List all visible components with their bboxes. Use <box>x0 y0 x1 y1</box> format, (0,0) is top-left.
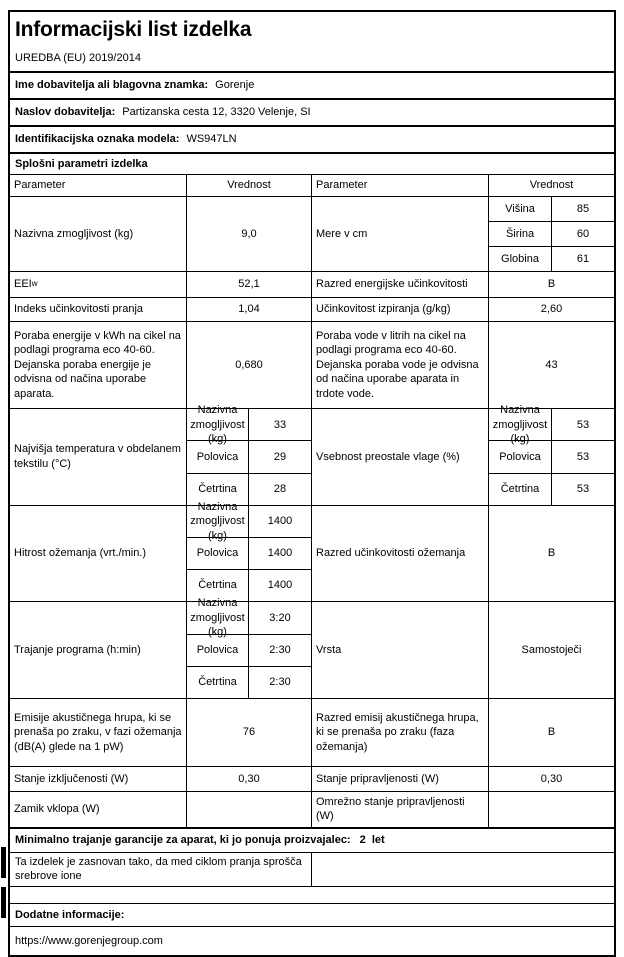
table-row <box>10 792 614 829</box>
silver-ions-row <box>10 853 614 887</box>
sub-row-label: Četrtina <box>489 474 552 505</box>
sub-row-value: 1400 <box>267 515 293 528</box>
table-row <box>10 272 614 298</box>
parameter-value: B <box>547 726 556 739</box>
parameter-value: 1,04 <box>238 303 260 316</box>
scan-artifact-mark <box>1 887 6 918</box>
parameter-value: 0,30 <box>540 772 563 785</box>
supplier-address-row <box>10 100 614 127</box>
sub-row-label: Nazivna zmogljivost (kg) <box>489 409 552 440</box>
sub-row <box>187 441 311 473</box>
table-row <box>10 767 614 792</box>
parameter-label: Trajanje programa (h:min) <box>10 602 187 698</box>
parameter-value: 2,60 <box>540 303 563 316</box>
value-area <box>489 322 614 408</box>
parameter-value: 9,0 <box>241 227 257 240</box>
warranty-value: 2 let <box>359 834 385 847</box>
value-area <box>187 197 312 271</box>
parameter-label: Poraba vode v litrih na cikel na podlagi programa eco 40-60. Dejanska poraba vode je odvisna od načina uporabe aparata in trdote vode. <box>312 322 489 408</box>
sub-row-value: 2:30 <box>269 643 291 656</box>
parameter-label: Stanje izključenosti (W) <box>10 767 187 791</box>
value-area <box>187 500 312 602</box>
empty-row <box>10 887 614 904</box>
sub-row-value: 53 <box>576 450 590 463</box>
sub-row-label: Polovica <box>489 441 552 472</box>
parameter-value <box>489 792 614 827</box>
sub-row-label: Nazivna zmogljivost (kg) <box>187 602 249 633</box>
sub-row-value: 60 <box>576 227 590 240</box>
value-area <box>187 404 312 505</box>
parameter-value: B <box>547 547 556 560</box>
sub-row-value: 3:20 <box>269 611 291 624</box>
sub-row-value: 29 <box>273 450 287 463</box>
silver-ions-empty-cell <box>312 853 614 886</box>
header-parameter-left: Parameter <box>10 175 187 196</box>
sub-row-value: 53 <box>576 482 590 495</box>
value-area <box>187 322 312 408</box>
website-link[interactable]: https://www.gorenjegroup.com <box>15 934 163 947</box>
sub-row-value: 85 <box>576 202 590 215</box>
value-area <box>489 298 614 321</box>
supplier-name-row <box>10 73 614 100</box>
table-row <box>10 298 614 322</box>
product-information-sheet <box>8 10 616 957</box>
section-title: Splošni parametri izdelka <box>10 154 614 175</box>
value-area <box>489 767 614 791</box>
sub-row-label: Širina <box>489 222 552 246</box>
sub-row <box>187 635 311 667</box>
sub-row-value: 1400 <box>267 547 293 560</box>
parameter-subscript: w <box>31 279 38 289</box>
sub-row <box>489 404 614 446</box>
parameter-label: Omrežno stanje pripravljenosti (W) <box>312 792 489 827</box>
sub-row <box>489 474 614 505</box>
sub-row-value: 28 <box>273 482 287 495</box>
sub-row <box>489 247 614 271</box>
value-area <box>489 792 614 827</box>
parameter-value: 0,680 <box>235 358 263 371</box>
parameter-label: Zamik vklopa (W) <box>10 792 187 827</box>
sub-row-label: Četrtina <box>187 667 249 698</box>
supplier-address-value: Partizanska cesta 12, 3320 Velenje, SI <box>122 106 311 119</box>
header-value-left: Vrednost <box>227 179 271 192</box>
sub-row-value: 2:30 <box>269 676 291 689</box>
page-title: Informacijski list izdelka <box>15 18 252 41</box>
parameter-label: Razred emisij akustičnega hrupa, ki se prenaša po zraku (faza ožemanja) <box>312 699 489 766</box>
model-id-value: WS947LN <box>186 133 237 146</box>
sub-row-label: Nazivna zmogljivost (kg) <box>187 506 249 537</box>
parameter-value: 0,30 <box>238 772 260 785</box>
sub-row-label: Četrtina <box>187 474 249 505</box>
sub-row <box>187 667 311 698</box>
sub-row-label: Polovica <box>187 538 249 569</box>
table-row <box>10 322 614 409</box>
sub-row-label: Polovica <box>187 635 249 666</box>
table-row <box>10 404 614 506</box>
table-row <box>10 597 614 699</box>
parameter-label: Mere v cm <box>312 197 489 271</box>
table-row <box>10 699 614 767</box>
sub-row-label: Globina <box>489 247 552 271</box>
parameter-value: Samostoječi <box>521 643 582 656</box>
value-area <box>187 272 312 297</box>
parameter-label: Emisije akustičnega hrupa, ki se prenaša po zraku, v fazi ožemanja (dB(A) glede na 1 pW) <box>10 699 187 766</box>
sub-row-label: Nazivna zmogljivost (kg) <box>187 409 249 440</box>
value-area <box>489 197 614 271</box>
parameter-value: 76 <box>242 726 256 739</box>
warranty-row <box>10 829 614 853</box>
supplier-address-label: Naslov dobavitelja: <box>15 106 116 119</box>
sub-row <box>489 441 614 473</box>
value-area <box>187 597 312 698</box>
parameter-label: Stanje pripravljenosti (W) <box>312 767 489 791</box>
silver-ions-text: Ta izdelek je zasnovan tako, da med ciklom pranja sprošča srebrove ione <box>10 853 312 886</box>
parameter-label: Indeks učinkovitosti pranja <box>10 298 187 321</box>
table-header-row <box>10 175 614 197</box>
value-area <box>187 699 312 766</box>
parameter-label: Poraba energije v kWh na cikel na podlagi programa eco 40-60. Dejanska poraba energije je odvisna od načina uporabe aparata. <box>10 322 187 408</box>
parameter-label: Hitrost ožemanja (vrt./min.) <box>10 506 187 602</box>
parameter-label: Razred energijske učinkovitosti <box>312 272 489 297</box>
parameter-label: EEI w <box>10 272 187 297</box>
sub-row <box>187 597 311 639</box>
value-area <box>489 699 614 766</box>
header-parameter-right: Parameter <box>312 175 489 196</box>
value-area <box>489 602 614 698</box>
sub-row <box>187 404 311 446</box>
parameter-label: Vrsta <box>312 602 489 698</box>
table-row <box>10 197 614 272</box>
parameter-value: B <box>547 278 556 291</box>
title-block <box>10 12 614 73</box>
warranty-label: Minimalno trajanje garancije za aparat, ki jo ponuja proizvajalec: <box>15 834 351 847</box>
value-area <box>187 767 312 791</box>
parameter-value: 43 <box>545 358 558 371</box>
sub-row <box>489 222 614 247</box>
sub-row-label: Četrtina <box>187 570 249 601</box>
website-row <box>10 927 614 955</box>
sub-row-value: 33 <box>273 418 287 431</box>
table-row <box>10 500 614 603</box>
sub-row <box>489 197 614 222</box>
sub-row-label: Višina <box>489 197 552 221</box>
parameter-value <box>187 792 311 827</box>
parameter-label: Najvišja temperatura v obdelanem tekstilu (°C) <box>10 409 187 505</box>
sub-row-value: 53 <box>576 418 590 431</box>
sub-row-value: 1400 <box>267 579 293 592</box>
value-area <box>187 792 312 827</box>
value-area <box>489 506 614 602</box>
parameters-table <box>10 175 614 829</box>
sub-row <box>187 500 311 542</box>
supplier-name-value: Gorenje <box>215 79 255 92</box>
header-value-right: Vrednost <box>529 179 574 192</box>
parameter-label: Učinkovitost izpiranja (g/kg) <box>312 298 489 321</box>
parameter-label: Razred učinkovitosti ožemanja <box>312 506 489 602</box>
parameter-label: Nazivna zmogljivost (kg) <box>10 197 187 271</box>
model-id-label: Identifikacijska oznaka modela: <box>15 133 180 146</box>
supplier-name-label: Ime dobavitelja ali blagovna znamka: <box>15 79 209 92</box>
sub-row-label: Polovica <box>187 441 249 472</box>
additional-info-label: Dodatne informacije: <box>10 904 614 927</box>
model-id-row <box>10 127 614 154</box>
regulation-subtitle: UREDBA (EU) 2019/2014 <box>15 51 141 64</box>
value-area <box>489 272 614 297</box>
value-area <box>187 298 312 321</box>
sub-row <box>187 538 311 570</box>
parameter-value: 52,1 <box>238 278 260 291</box>
scan-artifact-mark <box>1 847 6 878</box>
value-area <box>489 404 614 505</box>
parameter-label: Vsebnost preostale vlage (%) <box>312 409 489 505</box>
sub-row-value: 61 <box>576 252 590 265</box>
